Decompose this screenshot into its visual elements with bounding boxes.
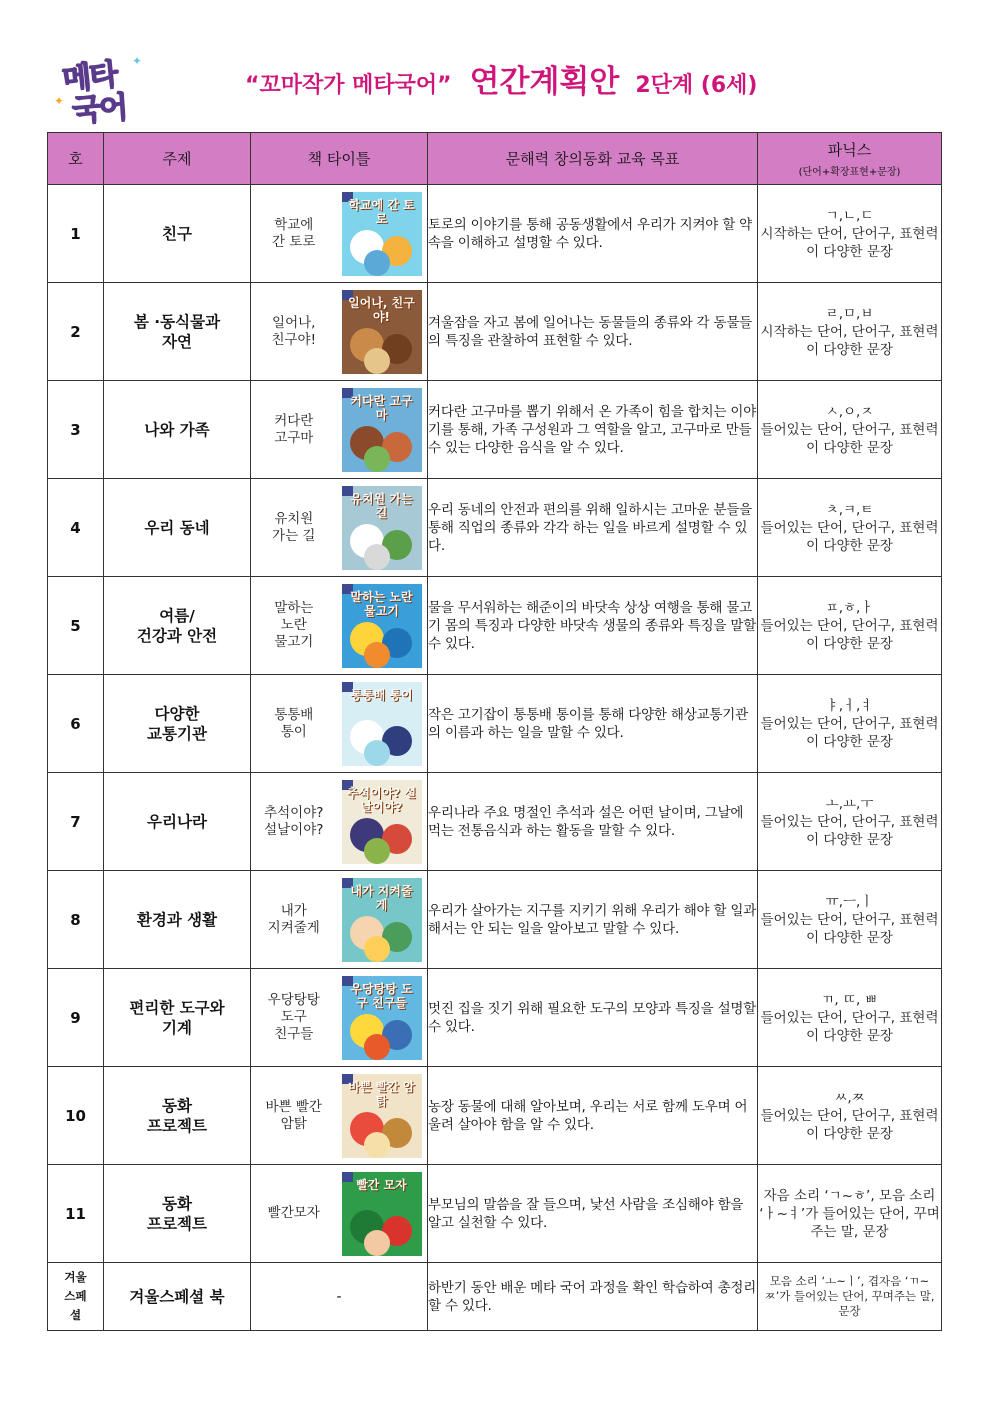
row-goal: 부모님의 말씀을 잘 들으며, 낯선 사람을 조심해야 함을 알고 실천할 수 있다. [428,1165,758,1263]
row-theme: 나와 가족 [104,381,251,479]
page-title [245,56,757,100]
row-theme: 환경과 생활 [104,871,251,969]
book-cover-red-riding-hood [342,1172,422,1256]
row-book-title: - [251,1263,428,1331]
phonics-letters: ㄹ,ㅁ,ㅂ [825,305,874,322]
row-phonics [758,871,942,969]
row-book-title: 일어나, 친구야! [251,283,337,381]
book-cover-big-sweet-potato [342,388,422,472]
book-cover-i-will-protect [342,878,422,962]
table-row [48,1067,942,1165]
row-number: 7 [48,773,104,871]
book-cover-title: 추석이야? 설날이야? [346,785,417,814]
row-phonics [758,1067,942,1165]
row-phonics [758,773,942,871]
phonics-text: 들어있는 단어, 단어구, 표현력이 다양한 문장 [760,1009,939,1044]
row-book-title: 추석이야? 설날이야? [251,773,337,871]
row-number: 4 [48,479,104,577]
row-book-cover-cell [337,577,428,675]
book-cover-chuseok-seollal [342,780,422,864]
table-row [48,381,942,479]
row-book-cover-cell [337,381,428,479]
col-header-phonics [758,133,942,185]
phonics-header-sub: (단어+확장표현+문장) [798,167,901,178]
book-cover-title: 학교에 간 토로 [348,197,415,226]
logo-line2: 국어 [71,90,128,129]
phonics-text: 들어있는 단어, 단어구, 표현력이 다양한 문장 [760,715,939,750]
row-theme: 친구 [104,185,251,283]
row-phonics [758,969,942,1067]
row-phonics [758,283,942,381]
phonics-text: 들어있는 단어, 단어구, 표현력이 다양한 문장 [760,813,939,848]
row-goal: 커다란 고구마를 뽑기 위해서 온 가족이 힘을 합치는 이야기를 통해, 가족 구성원과 그 역할을 알고, 고구마로 만들 수 있는 다양한 음식을 알 수 있다. [428,381,758,479]
row-book-title: 빨간모자 [251,1165,337,1263]
row-phonics [758,381,942,479]
phonics-text: 들어있는 단어, 단어구, 표현력이 다양한 문장 [760,519,939,554]
phonics-letters: ㅊ,ㅋ,ㅌ [825,501,874,518]
row-goal: 토로의 이야기를 통해 공동생활에서 우리가 지켜야 할 약속을 이해하고 설명할 수 있다. [428,185,758,283]
book-cover-way-to-kindergarten [342,486,422,570]
phonics-text: 시작하는 단어, 단어구, 표현력이 다양한 문장 [760,225,939,260]
sparkle-icon: ✦ [54,94,65,108]
phonics-letters: ㅑ,ㅓ,ㅕ [825,697,874,714]
book-cover-title: 통통배 통이 [350,687,413,702]
row-theme: 봄 ·동식물과 자연 [104,283,251,381]
phonics-text: 들어있는 단어, 단어구, 표현력이 다양한 문장 [760,911,939,946]
book-cover-school-toro [342,192,422,276]
row-goal: 하반기 동안 배운 메타 국어 과정을 확인 학습하여 총정리 할 수 있다. [428,1263,758,1331]
row-book-title: 우당탕탕 도구 친구들 [251,969,337,1067]
row-goal: 농장 동물에 대해 알아보며, 우리는 서로 함께 도우며 어울려 살아야 함을 알 수 있다. [428,1067,758,1165]
row-theme: 우리나라 [104,773,251,871]
table-row [48,479,942,577]
col-header-theme: 주제 [104,133,251,185]
row-phonics [758,479,942,577]
phonics-letters: ㅗ,ㅛ,ㅜ [825,795,874,812]
row-number: 5 [48,577,104,675]
row-number: 1 [48,185,104,283]
phonics-text: 들어있는 단어, 단어구, 표현력이 다양한 문장 [760,617,939,652]
row-book-title: 학교에 간 토로 [251,185,337,283]
table-row [48,969,942,1067]
title-main: 연간계획안 [469,64,620,100]
row-book-cover-cell [337,185,428,283]
row-theme: 동화 프로젝트 [104,1165,251,1263]
table-row [48,577,942,675]
row-goal: 우리나라 주요 명절인 추석과 설은 어떤 날이며, 그날에 먹는 전통음식과 하는 활동을 말할 수 있다. [428,773,758,871]
logo-line1: 메타 [60,57,119,98]
row-theme: 편리한 도구와 기계 [104,969,251,1067]
meta-korean-logo [52,50,152,129]
col-header-goal: 문해력 창의동화 교육 목표 [428,133,758,185]
book-cover-busy-red-hen [342,1074,422,1158]
row-goal: 물을 무서워하는 해준이의 바닷속 상상 여행을 통해 물고기 몸의 특징과 다양한 바닷속 생물의 종류와 특징을 말할 수 있다. [428,577,758,675]
book-cover-wake-up-friend [342,290,422,374]
row-book-cover-cell [337,1067,428,1165]
row-phonics [758,185,942,283]
row-book-title: 통통배 통이 [251,675,337,773]
row-goal: 작은 고기잡이 통통배 통이를 통해 다양한 해상교통기관의 이름과 하는 일을 말할 수 있다. [428,675,758,773]
row-book-title: 내가 지켜줄게 [251,871,337,969]
phonics-letters: ㅆ,ㅉ [834,1089,865,1106]
title-quote: “꼬마작가 메타국어” [245,73,452,98]
row-book-cover-cell [337,1165,428,1263]
book-cover-title: 우당탕탕 도구 친구들 [350,981,413,1010]
row-book-title: 바쁜 빨간 암탉 [251,1067,337,1165]
row-number: 11 [48,1165,104,1263]
row-goal: 멋진 집을 짓기 위해 필요한 도구의 모양과 특징을 설명할 수 있다. [428,969,758,1067]
row-number: 2 [48,283,104,381]
row-goal: 우리 동네의 안전과 편의를 위해 일하시는 고마운 분들을 통해 직업의 종류와 각각 하는 일을 바르게 설명할 수 있다. [428,479,758,577]
row-phonics [758,577,942,675]
book-cover-talking-yellow-fish [342,584,422,668]
row-theme: 동화 프로젝트 [104,1067,251,1165]
table-row [48,185,942,283]
row-number: 6 [48,675,104,773]
row-phonics [758,675,942,773]
table-row [48,1165,942,1263]
book-cover-title: 유치원 가는 길 [350,491,413,520]
book-cover-title: 일어나, 친구야! [348,295,415,324]
row-number: 8 [48,871,104,969]
phonics-text: 자음 소리 ‘ㄱ~ㅎ’, 모음 소리 ‘ㅏ~ㅕ’가 들어있는 단어, 꾸며주는 말, 문장 [759,1187,940,1240]
book-cover-title: 내가 지켜줄게 [350,883,413,912]
title-level: 2단계 (6세) [635,73,758,98]
row-theme: 겨울스페셜 북 [104,1263,251,1331]
row-theme: 우리 동네 [104,479,251,577]
table-row-winter [48,1263,942,1331]
phonics-text: 시작하는 단어, 단어구, 표현력이 다양한 문장 [760,323,939,358]
annual-plan-table [47,132,942,1331]
row-number: 9 [48,969,104,1067]
row-book-cover-cell [337,871,428,969]
row-book-title: 유치원 가는 길 [251,479,337,577]
row-goal: 겨울잠을 자고 봄에 일어나는 동물들의 종류와 각 동물들의 특징을 관찰하여 표현할 수 있다. [428,283,758,381]
phonics-letters: ㄱ,ㄴ,ㄷ [825,207,874,224]
row-number: 겨울 스페 셜 [48,1263,104,1331]
book-cover-title: 바쁜 빨간 암탉 [348,1079,415,1108]
phonics-text: 들어있는 단어, 단어구, 표현력이 다양한 문장 [760,421,939,456]
book-cover-tool-friends [342,976,422,1060]
col-header-no: 호 [48,133,104,185]
phonics-letters: ㅅ,ㅇ,ㅈ [825,403,874,420]
phonics-header-label: 파닉스 [827,141,872,159]
table-row [48,871,942,969]
table-row [48,773,942,871]
row-book-cover-cell [337,283,428,381]
row-book-title: 커다란 고구마 [251,381,337,479]
row-book-cover-cell [337,969,428,1067]
book-cover-tongtong-boat [342,682,422,766]
sparkle-icon: ✦ [132,54,143,68]
phonics-text: 들어있는 단어, 단어구, 표현력이 다양한 문장 [760,1107,939,1142]
row-theme: 다양한 교통기관 [104,675,251,773]
book-cover-title: 커다란 고구마 [350,393,413,422]
row-number: 10 [48,1067,104,1165]
col-header-book: 책 타이틀 [251,133,428,185]
row-phonics [758,1165,942,1263]
book-cover-title: 빨간 모자 [356,1177,407,1192]
row-book-cover-cell [337,773,428,871]
table-row [48,675,942,773]
row-book-cover-cell [337,675,428,773]
table-header-row [48,133,942,185]
book-cover-title: 말하는 노란 물고기 [350,589,413,618]
row-phonics [758,1263,942,1331]
row-book-title: 말하는 노란 물고기 [251,577,337,675]
table-row [48,283,942,381]
row-theme: 여름/ 건강과 안전 [104,577,251,675]
phonics-text: 모음 소리 ‘ㅗ~ㅣ’, 겹자음 ‘ㄲ~ㅉ’가 들어있는 단어, 꾸며주는 말, 문장 [764,1274,935,1318]
row-goal: 우리가 살아가는 지구를 지키기 위해 우리가 해야 할 일과 해서는 안 되는 일을 알아보고 말할 수 있다. [428,871,758,969]
phonics-letters: ㅠ,ㅡ,ㅣ [825,893,874,910]
row-number: 3 [48,381,104,479]
row-book-cover-cell [337,479,428,577]
phonics-letters: ㄲ, ㄸ, ㅃ [821,991,878,1008]
phonics-letters: ㅍ,ㅎ,ㅏ [825,599,874,616]
